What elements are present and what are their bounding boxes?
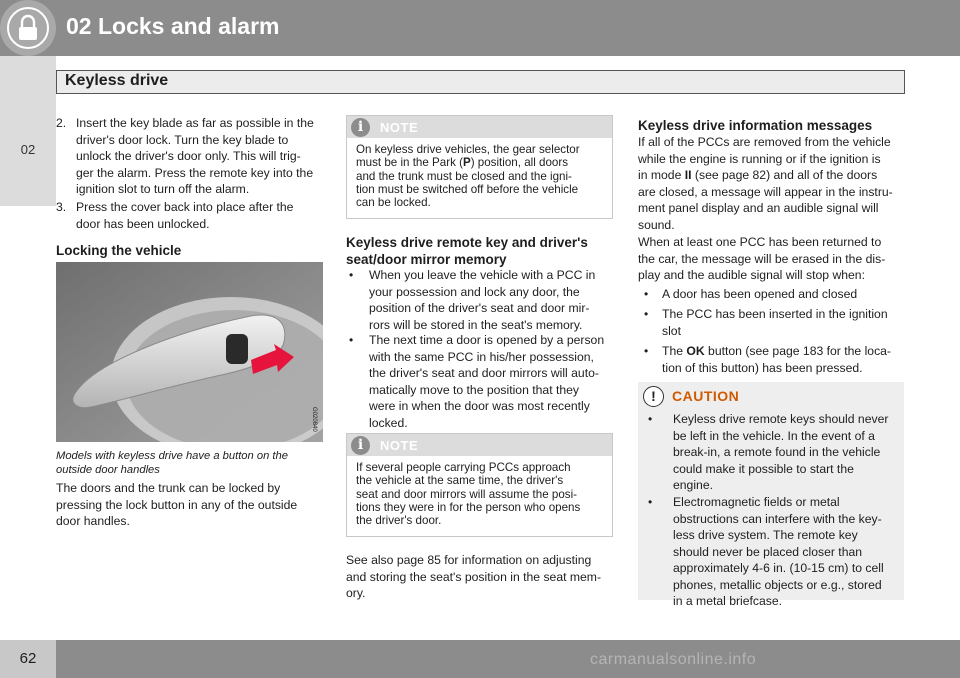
note-line: tions they were in for the person who opens: [356, 500, 581, 514]
note-line: and the trunk must be closed and the igni-: [356, 169, 572, 183]
locking-body: [56, 480, 297, 530]
step-number: 2.: [56, 116, 67, 130]
step-line: Press the cover back into place after the: [76, 200, 294, 214]
bullet-dot: •: [648, 495, 653, 509]
body-line: door handles.: [56, 514, 130, 528]
bullet-line: The next time a door is opened by a person: [369, 333, 605, 347]
bullet-line: The PCC has been inserted in the ignition: [662, 307, 888, 321]
padlock-icon: [0, 0, 56, 56]
bullet-dot: •: [648, 412, 653, 426]
bullet-dot: •: [644, 287, 649, 301]
para-text-part: (see page 82) and all of the doors: [691, 168, 878, 182]
bullet-line: A door has been opened and closed: [662, 287, 858, 301]
see-also-line: ory.: [346, 586, 366, 600]
caution-line: in a metal briefcase.: [673, 594, 783, 608]
caution-line: phones, metallic objects or e.g., stored: [673, 577, 882, 592]
body-line: pressing the lock button in any of the outside: [56, 497, 298, 512]
bullet-text: [662, 306, 888, 339]
bullet-line: position of the driver's seat and door mir-: [369, 301, 590, 315]
caution-line: be left in the vehicle. In the event of a: [673, 428, 875, 443]
para-line: are closed, a message will appear in the instru-: [638, 184, 893, 199]
bullet-text-part: button (see page 183 for the loca-: [704, 344, 891, 358]
note-line: tion must be switched off before the vehicle: [356, 182, 579, 196]
caption-line: outside door handles: [56, 464, 160, 476]
note-label: NOTE: [380, 438, 419, 453]
step-line: ger the alarm. Press the remote key into the: [76, 165, 314, 180]
caution-line: engine.: [673, 478, 713, 492]
para-line: while the engine is running or if the ignition is: [638, 151, 881, 166]
bullet-line: your possession and lock any door, the: [369, 284, 580, 299]
bullet-line: rors will be stored in the seat's memory.: [369, 317, 583, 332]
note-line: seat and door mirrors will assume the posi-: [356, 487, 578, 501]
bullet-line: When you leave the vehicle with a PCC in: [369, 268, 596, 282]
step-text: [76, 115, 314, 198]
info-para-1: [638, 134, 893, 233]
bullet-text-part: The: [662, 344, 687, 358]
bullet-line: slot: [662, 323, 681, 338]
info-icon: i: [351, 118, 370, 137]
info-messages-heading: Keyless drive information messages: [638, 118, 873, 133]
bullet-text: [369, 267, 595, 333]
bullet-text: [662, 286, 857, 303]
park-letter: P: [462, 156, 471, 170]
heading-line: Keyless drive remote key and driver's: [346, 235, 588, 250]
para-line: the car, the message will be erased in the dis-: [638, 251, 886, 266]
para-text-part: in mode: [638, 168, 685, 182]
para-line: ment panel display and an audible signal will: [638, 201, 879, 215]
body-line: The doors and the trunk can be locked by: [56, 481, 281, 495]
door-handle-illustration: [56, 262, 323, 442]
note-line: the driver's door.: [356, 514, 442, 528]
note-header: [347, 434, 612, 456]
caution-line: could make it possible to start the: [673, 461, 854, 476]
note-line: can be locked.: [356, 196, 431, 210]
caution-line: less drive system. The remote key: [673, 528, 858, 542]
heading-line: seat/door mirror memory: [346, 252, 507, 267]
note-text-part: ) position, all doors: [470, 156, 569, 170]
para-line: When at least one PCC has been returned to: [638, 235, 882, 249]
note-line: On keyless drive vehicles, the gear selector: [356, 143, 580, 156]
page-number: 62: [19, 650, 37, 667]
section-title: Keyless drive: [65, 72, 169, 89]
door-handle-image: [56, 262, 323, 442]
note-box-gear-selector: [346, 115, 613, 219]
caution-line: obstructions can interfere with the key-: [673, 511, 882, 526]
ok-button-label: OK: [686, 344, 705, 358]
step-text: [76, 199, 293, 232]
bullet-line: the driver's seat and door mirrors will auto-: [369, 366, 599, 380]
caution-line: break-in, a remote found in the vehicle: [673, 445, 881, 459]
locking-heading: Locking the vehicle: [56, 243, 182, 258]
para-line: sound.: [638, 217, 675, 232]
chapter-sidebar: [0, 56, 56, 206]
caution-bullet-text: [673, 411, 888, 494]
step-line: ignition slot to turn off the alarm.: [76, 182, 250, 196]
bullet-dot: •: [644, 344, 649, 358]
bullet-dot: •: [644, 307, 649, 321]
note-line: [356, 156, 580, 169]
step-number: 3.: [56, 200, 67, 214]
bullet-dot: •: [349, 268, 354, 282]
see-also-line: See also page 85 for information on adjusting: [346, 553, 592, 567]
note-text-part: must be in the Park (: [356, 156, 463, 170]
bullet-text: [369, 332, 604, 431]
bullet-line: locked.: [369, 415, 408, 430]
ignition-mode: II: [684, 168, 692, 182]
step-line: unlock the driver's door only. This will trig-: [76, 149, 301, 163]
note-label: NOTE: [380, 120, 419, 135]
note-box-several-pccs: [346, 433, 613, 537]
bullet-line: were in when the door was most recently: [369, 399, 590, 413]
para-line: If all of the PCCs are removed from the vehicle: [638, 135, 891, 149]
bullet-line: with the same PCC in his/her possession,: [369, 349, 594, 364]
see-also-text: [346, 552, 601, 602]
caution-label: CAUTION: [672, 388, 740, 404]
info-para-2: [638, 234, 885, 284]
para-line: [638, 167, 893, 184]
footer-bar: [56, 640, 960, 678]
section-title-box: [56, 70, 905, 94]
bullet-dot: •: [349, 333, 354, 347]
image-code: G020840: [311, 407, 317, 432]
chapter-title: 02 Locks and alarm: [66, 13, 280, 39]
bullet-line: tion of this button) has been pressed.: [662, 360, 863, 375]
para-line: play and the audible signal will stop when:: [638, 268, 865, 282]
caution-line: Electromagnetic fields or metal: [673, 495, 840, 509]
bullet-text: [662, 343, 891, 376]
chapter-number: 02: [20, 142, 36, 157]
caution-line: should never be placed closer than: [673, 544, 863, 559]
warning-icon: !: [643, 386, 664, 407]
caption-line: Models with keyless drive have a button on the: [56, 450, 288, 462]
step-line: door has been unlocked.: [76, 216, 210, 231]
bullet-line: matically move to the position that they: [369, 382, 580, 397]
memory-heading: [346, 234, 588, 268]
image-caption: [56, 449, 288, 477]
note-text: [356, 143, 580, 209]
caution-box: [638, 382, 904, 608]
note-header: [347, 116, 612, 138]
step-line: Insert the key blade as far as possible in the: [76, 116, 314, 130]
caution-line: approximately 4-6 in. (10-15 cm) to cell: [673, 561, 884, 575]
note-text: [356, 461, 580, 527]
note-line: the vehicle at the same time, the driver's: [356, 474, 564, 488]
watermark: carmanualsonline.info: [590, 651, 757, 668]
see-also-line: and storing the seat's position in the seat mem-: [346, 569, 602, 584]
bullet-line: [662, 343, 891, 360]
info-icon: i: [351, 436, 370, 455]
caution-line: Keyless drive remote keys should never: [673, 412, 889, 426]
step-line: driver's door lock. Turn the key blade to: [76, 132, 289, 147]
note-line: If several people carrying PCCs approach: [356, 461, 571, 474]
caution-bullet-text: [673, 494, 884, 610]
chapter-icon-circle: [0, 0, 56, 56]
